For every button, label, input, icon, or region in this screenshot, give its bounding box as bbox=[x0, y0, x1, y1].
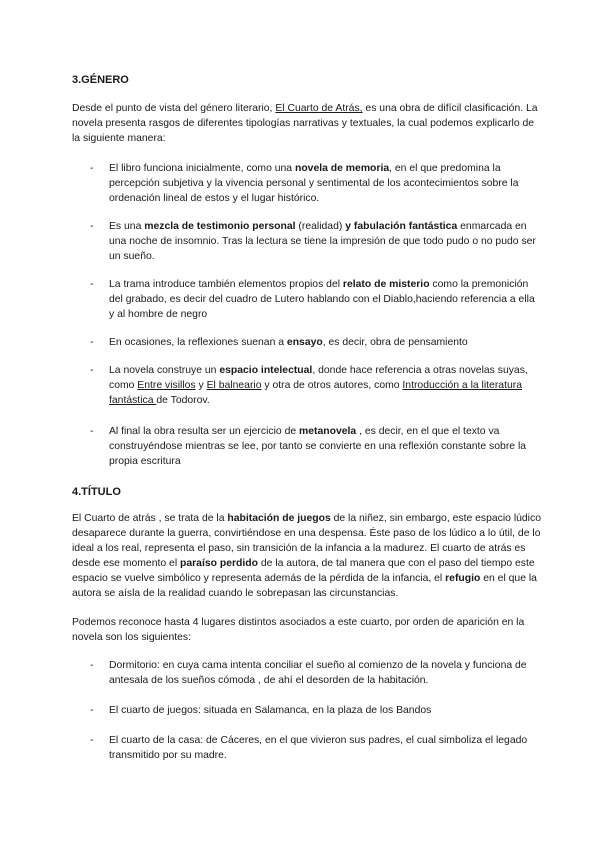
text-span: de Todorov. bbox=[156, 395, 210, 406]
bullet-dash: - bbox=[90, 221, 94, 232]
text-span: es una obra de difícil clasificación. La novela presenta rasgos de diferentes tipologías narrativas y textuales, la cual podemos explicarlo de la siguiente manera: bbox=[72, 103, 538, 144]
bold-term: paraíso perdido bbox=[180, 558, 258, 569]
bold-term: espacio intelectual bbox=[219, 365, 313, 376]
bold-term: habitación de juegos bbox=[227, 513, 331, 524]
section-heading-titulo: 4.TÍTULO bbox=[72, 486, 121, 498]
bold-term: metanovela bbox=[299, 426, 357, 437]
list-item-text bbox=[109, 277, 537, 322]
text-span: El Cuarto de atrás , se trata de la bbox=[72, 513, 228, 524]
book-title-underlined: Entre visillos bbox=[137, 380, 196, 391]
text-span: La novela construye un bbox=[109, 365, 220, 376]
list-item-text bbox=[109, 335, 537, 350]
bullet-dash: - bbox=[90, 705, 94, 716]
list-item-text: El cuarto de la casa: de Cáceres, en el que vivieron sus padres, el cual simboliza el legado transmitido por su madre. bbox=[109, 735, 528, 761]
text-span: , es decir, en el que el texto va construyéndose mientras se lee, por tanto se convierte en una reflexión constante sobre la propia escritura bbox=[109, 426, 527, 467]
list-item-text bbox=[109, 424, 537, 469]
bullet-dash: - bbox=[90, 426, 94, 437]
text-span: de la autora, de tal manera que con el paso del tiempo este espacio se vuelve simbólico y representa además de la pérdida de la infancia, el bbox=[72, 558, 535, 584]
list-item-text bbox=[109, 363, 537, 408]
bullet-dash: - bbox=[90, 365, 94, 376]
book-title-underlined: Introducción a la literatura fantástica bbox=[109, 380, 522, 406]
list-item-text bbox=[109, 219, 537, 264]
list-item-text: Dormitorio: en cuya cama intenta conciliar el sueño al comienzo de la novela y funciona de antesala de los sueños cómoda , de ahí el desorden de la habitación. bbox=[109, 660, 527, 686]
text-span: Al final la obra resulta ser un ejercicio de bbox=[109, 426, 300, 437]
bold-term: refugio bbox=[445, 573, 481, 584]
bullet-dash: - bbox=[90, 163, 94, 174]
bullet-dash: - bbox=[90, 279, 94, 290]
bullet-dash: - bbox=[90, 660, 94, 671]
text-span: En ocasiones, la reflexiones suenan a bbox=[109, 337, 287, 348]
text-span: , donde hace referencia a otras novelas suyas, como bbox=[109, 365, 528, 391]
text-span: enmarcada en una noche de insomnio. Tras la lectura se tiene la impresión de que todo pudo o no pudo ser un sueño. bbox=[109, 221, 536, 262]
text-span: La trama introduce también elementos propios del bbox=[109, 279, 343, 290]
text-span: (realidad) bbox=[295, 221, 346, 232]
list-item-text: El cuarto de juegos: situada en Salamanca, en la plaza de los Bandos bbox=[109, 705, 432, 716]
book-title-underlined: El balneario bbox=[206, 380, 262, 391]
bold-term: y fabulación fantástica bbox=[345, 221, 458, 232]
text-span: Es una bbox=[109, 221, 145, 232]
text-span: como la premonición del grabado, es decir del cuadro de Lutero hablando con el Diablo,haciendo referencia a ella y al hombre de negro bbox=[109, 279, 535, 320]
text-span: y otra de otros autores, como bbox=[261, 380, 403, 391]
bullet-dash: - bbox=[90, 735, 94, 746]
novel-title-underlined: El Cuarto de Atrás, bbox=[275, 103, 363, 114]
bold-term: relato de misterio bbox=[342, 279, 430, 290]
section-heading-genero: 3.GÉNERO bbox=[72, 74, 129, 86]
text-span: Desde el punto de vista del género literario, bbox=[72, 103, 276, 114]
bold-term: ensayo bbox=[286, 337, 323, 348]
titulo-paragraph bbox=[72, 511, 542, 601]
text-span: de la niñez, sin embargo, este espacio lúdico desaparece durante la guerra, convirtiéndose en una despensa. Éste paso de los lúdico a lo útil, de lo ideal a los real, representa el paso, sin transición de la infancia a la madurez. El cuarto de atrás es desde ese momento el bbox=[72, 513, 541, 569]
bold-term: novela de memoria bbox=[294, 163, 390, 174]
text-span: , es decir, obra de pensamiento bbox=[322, 337, 468, 348]
bold-term: mezcla de testimonio personal bbox=[144, 221, 296, 232]
text-span: El libro funciona inicialmente, como una bbox=[109, 163, 295, 174]
list-item-text bbox=[109, 161, 537, 206]
text-span: , en el que predomina la percepción subjetiva y la vivencia personal y sentimental de los acontecimientos sobre la ordenación lineal de estos y el lugar histórico. bbox=[109, 163, 519, 204]
titulo-paragraph-2: Podemos reconoce hasta 4 lugares distintos asociados a este cuarto, por orden de aparición en la novela son los siguientes: bbox=[72, 617, 525, 643]
text-span: y bbox=[195, 380, 207, 391]
text-span: en el que la autora se aísla de la realidad cuando le sobrepasan las circunstancias. bbox=[72, 573, 537, 599]
bullet-dash: - bbox=[90, 337, 94, 348]
genero-intro-paragraph bbox=[72, 101, 542, 146]
